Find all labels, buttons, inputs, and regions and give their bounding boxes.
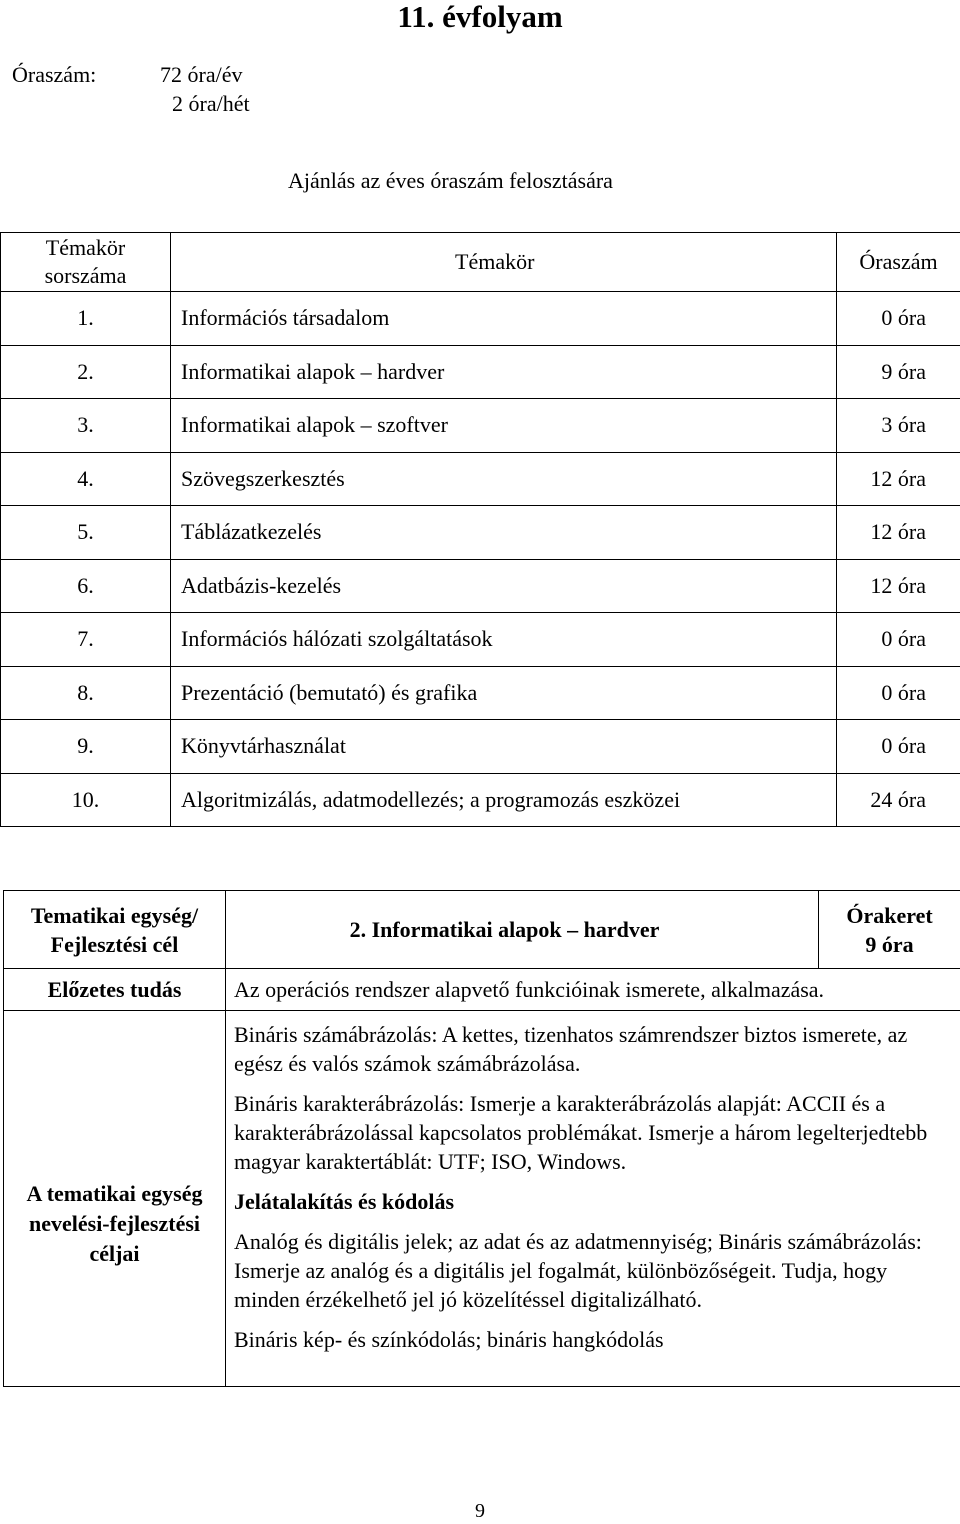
header-number-line1: Témakör	[45, 235, 126, 260]
goal-paragraph: Bináris számábrázolás: A kettes, tizenhatos számrendszer biztos ismerete, az egész és valós számok számábrázolása.	[234, 1022, 908, 1076]
topic-hours: 24 óra	[837, 773, 960, 827]
topic-name: Informatikai alapok – hardver	[171, 345, 837, 399]
hours-weekly: 2 óra/hét	[172, 91, 250, 116]
topic-name: Prezentáció (bemutató) és grafika	[171, 666, 837, 720]
header-number	[1, 233, 171, 292]
topics-table-header	[1, 233, 960, 292]
time-frame	[819, 891, 960, 969]
prior-knowledge-text: Az operációs rendszer alapvető funkcióinak ismerete, alkalmazása.	[226, 969, 960, 1011]
topic-row	[1, 559, 960, 613]
topic-name: Szövegszerkesztés	[171, 452, 837, 506]
topic-number: 1.	[1, 292, 171, 346]
topic-row	[1, 345, 960, 399]
topic-hours: 3 óra	[837, 399, 960, 453]
topic-hours: 12 óra	[837, 506, 960, 560]
topic-number: 3.	[1, 399, 171, 453]
topic-row	[1, 452, 960, 506]
header-number-line2: sorszáma	[44, 263, 127, 288]
topic-number: 2.	[1, 345, 171, 399]
recommendation-title: Ajánlás az éves óraszám felosztására	[288, 168, 613, 193]
topic-row	[1, 773, 960, 827]
unit-title: 2. Informatikai alapok – hardver	[226, 891, 819, 969]
topic-name: Adatbázis-kezelés	[171, 559, 837, 613]
topic-hours: 12 óra	[837, 559, 960, 613]
prior-knowledge-label: Előzetes tudás	[4, 969, 226, 1011]
topic-name: Könyvtárhasználat	[171, 720, 837, 774]
page-number: 9	[475, 1500, 485, 1522]
topic-name: Információs társadalom	[171, 292, 837, 346]
topic-number: 9.	[1, 720, 171, 774]
topics-table	[0, 232, 960, 827]
goal-paragraph: Analóg és digitális jelek; az adat és az adatmennyiség; Bináris számábrázolás: Ismerje az analóg és a digitális jel fogalmát, különbözőségeit. Tudja, hogy minden érzékelhető jel jó közelítéssel digitalizálható.	[234, 1229, 922, 1312]
topic-name: Algoritmizálás, adatmodellezés; a programozás eszközei	[171, 773, 837, 827]
topic-hours: 12 óra	[837, 452, 960, 506]
header-hours: Óraszám	[837, 233, 960, 292]
topic-hours: 0 óra	[837, 720, 960, 774]
page-title: 11. évfolyam	[397, 0, 563, 34]
goals-content	[226, 1011, 960, 1387]
goal-heading: Jelátalakítás és kódolás	[234, 1189, 455, 1214]
hours-yearly: 72 óra/év	[160, 62, 243, 87]
topic-row	[1, 666, 960, 720]
topic-row	[1, 292, 960, 346]
topic-name: Táblázatkezelés	[171, 506, 837, 560]
topic-row	[1, 399, 960, 453]
topic-number: 5.	[1, 506, 171, 560]
unit-table	[3, 890, 960, 1387]
topic-row	[1, 613, 960, 667]
topic-number: 7.	[1, 613, 171, 667]
frame-value: 9 óra	[865, 931, 914, 957]
header-topic: Témakör	[171, 233, 837, 292]
topic-row	[1, 720, 960, 774]
topic-row	[1, 506, 960, 560]
frame-label: Órakeret	[846, 902, 933, 928]
goals-label-line1: A tematikai egység	[26, 1181, 203, 1206]
topic-name: Információs hálózati szolgáltatások	[171, 613, 837, 667]
unit-label-line1: Tematikai egység/	[30, 902, 199, 928]
goal-paragraph: Bináris kép- és színkódolás; bináris hangkódolás	[234, 1327, 664, 1352]
goal-paragraph: Bináris karakterábrázolás: Ismerje a karakterábrázolás alapját: ACCII és a karakterábrázolással kapcsolatos problémákat. Ismerje a három legelterjedtebb magyar karaktertáblát: UTF; ISO, Windows.	[234, 1091, 928, 1174]
topic-number: 10.	[1, 773, 171, 827]
topic-number: 4.	[1, 452, 171, 506]
goals-label-line3: céljai	[89, 1241, 140, 1266]
topic-hours: 0 óra	[837, 292, 960, 346]
goals-label	[4, 1011, 226, 1387]
topic-hours: 0 óra	[837, 666, 960, 720]
topic-number: 6.	[1, 559, 171, 613]
goals-label-line2: nevelési-fejlesztési	[28, 1211, 201, 1236]
hours-label: Óraszám:	[12, 62, 97, 87]
topic-number: 8.	[1, 666, 171, 720]
topic-name: Informatikai alapok – szoftver	[171, 399, 837, 453]
topic-hours: 0 óra	[837, 613, 960, 667]
topic-hours: 9 óra	[837, 345, 960, 399]
unit-label	[4, 891, 226, 969]
unit-label-line2: Fejlesztési cél	[50, 931, 179, 957]
